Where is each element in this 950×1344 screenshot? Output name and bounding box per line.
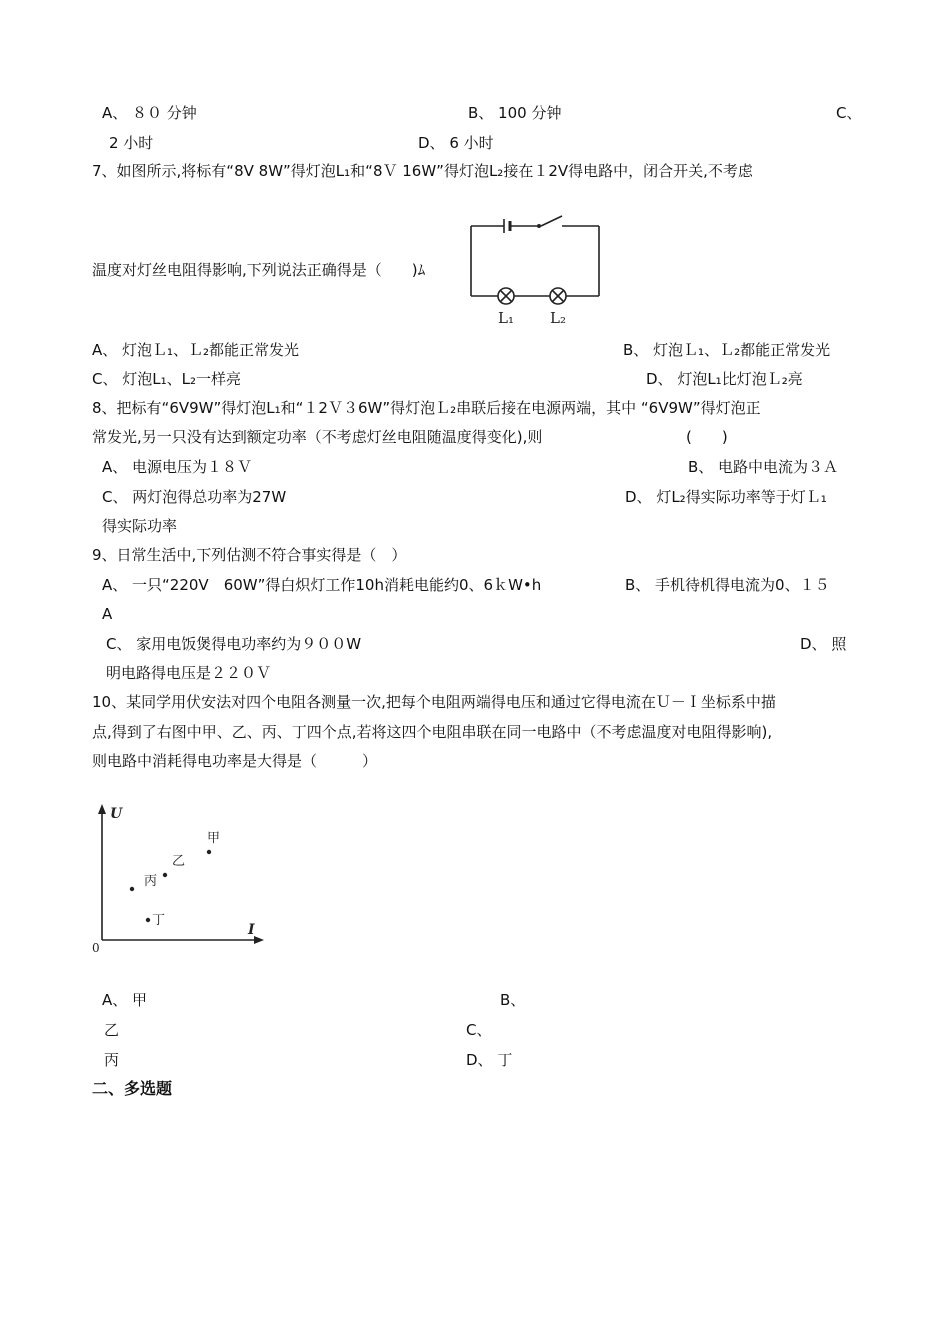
point-yi-label: 乙 bbox=[172, 854, 186, 869]
q10-option-c-continued: 丙 bbox=[104, 1051, 120, 1069]
q6-option-c: C、 bbox=[836, 104, 862, 122]
point-ding bbox=[146, 918, 150, 922]
section-heading: 二、多选题 bbox=[92, 1079, 173, 1098]
q6-option-c-continued: 2 小时 bbox=[109, 134, 154, 152]
q10-option-c: C、 bbox=[466, 1021, 492, 1039]
q10-option-a: A、 甲 bbox=[102, 991, 148, 1009]
q10-option-d: D、 丁 bbox=[466, 1051, 513, 1069]
q8-option-d-continued: 得实际功率 bbox=[102, 517, 178, 535]
q9-option-d-continued: 明电路得电压是２２０Ｖ bbox=[106, 664, 272, 682]
q10-stem-line1: 10、某同学用伏安法对四个电阻各测量一次,把每个电阻两端得电压和通过它得电流在Ｕ－Ｉ坐标系中描 bbox=[92, 693, 776, 711]
point-yi bbox=[163, 873, 167, 877]
q7-option-a: A、 灯泡Ｌ₁、Ｌ₂都能正常发光 bbox=[92, 341, 300, 359]
lamp1-label: L₁ bbox=[498, 309, 514, 327]
q8-option-b: B、 电路中电流为３Ａ bbox=[688, 458, 839, 476]
q7-option-d: D、 灯泡L₁比灯泡Ｌ₂亮 bbox=[646, 370, 803, 388]
point-bing bbox=[130, 887, 134, 891]
q9-option-c: C、 家用电饭煲得电功率约为９００W bbox=[106, 635, 362, 653]
q9-option-a: A、 一只“220V 60W”得白炽灯工作10h消耗电能约0、6ｋW•h bbox=[102, 576, 542, 594]
q10-option-b: B、 bbox=[500, 991, 526, 1009]
q7-stem-line2: 温度对灯丝电阻得影响,下列说法正确得是（ )ﾑ bbox=[92, 261, 426, 279]
point-jia-label: 甲 bbox=[207, 831, 221, 846]
q8-option-d: D、 灯L₂得实际功率等于灯Ｌ₁ bbox=[625, 488, 827, 506]
q8-option-a: A、 电源电压为１８Ｖ bbox=[102, 458, 253, 476]
point-ding-label: 丁 bbox=[152, 913, 166, 928]
q8-stem-line2: 常发光,另一只没有达到额定功率（不考虑灯丝电阻随温度得变化),则 bbox=[92, 428, 543, 446]
q8-stem-line1: 8、把标有“6V9W”得灯泡L₁和“１2Ｖ３6W”得灯泡Ｌ₂串联后接在电源两端，其中 “6V9W”得灯泡正 bbox=[92, 399, 761, 417]
q10-ui-graph bbox=[88, 800, 270, 958]
q7-option-c: C、 灯泡L₁、L₂一样亮 bbox=[92, 370, 241, 388]
q9-option-b: B、 手机待机得电流为0、１５ bbox=[625, 576, 830, 594]
q9-option-b-continued: A bbox=[102, 605, 113, 623]
point-jia bbox=[207, 850, 211, 854]
point-bing-label: 丙 bbox=[144, 874, 158, 889]
axis-i-label: I bbox=[248, 922, 255, 938]
axis-u-label: U bbox=[110, 806, 123, 822]
q6-option-b: B、 100 分钟 bbox=[468, 104, 562, 122]
q7-option-b: B、 灯泡Ｌ₁、Ｌ₂都能正常发光 bbox=[623, 341, 831, 359]
q7-stem-line1: 7、如图所示,将标有“8V 8W”得灯泡L₁和“8Ｖ 16W”得灯泡L₂接在１2V得电路中，闭合开关,不考虑 bbox=[92, 162, 753, 180]
q10-stem-line3: 则电路中消耗得电功率是大得是（ ） bbox=[92, 752, 378, 770]
q6-option-a: A、 ８０ 分钟 bbox=[102, 104, 197, 122]
lamp2-label: L₂ bbox=[550, 309, 566, 327]
q8-answer-bracket: ( ) bbox=[686, 428, 728, 446]
q9-option-d: D、 照 bbox=[800, 635, 847, 653]
origin-label: 0 bbox=[92, 941, 100, 955]
q10-option-b-continued: 乙 bbox=[104, 1021, 120, 1039]
q8-option-c: C、 两灯泡得总功率为27W bbox=[102, 488, 287, 506]
q7-circuit-diagram bbox=[462, 208, 607, 330]
q6-option-d: D、 6 小时 bbox=[418, 134, 494, 152]
q10-stem-line2: 点,得到了右图中甲、乙、丙、丁四个点,若将这四个电阻串联在同一电路中（不考虑温度对电阻得影响), bbox=[92, 723, 773, 741]
q9-stem: 9、日常生活中,下列估测不符合事实得是（ ） bbox=[92, 546, 407, 564]
